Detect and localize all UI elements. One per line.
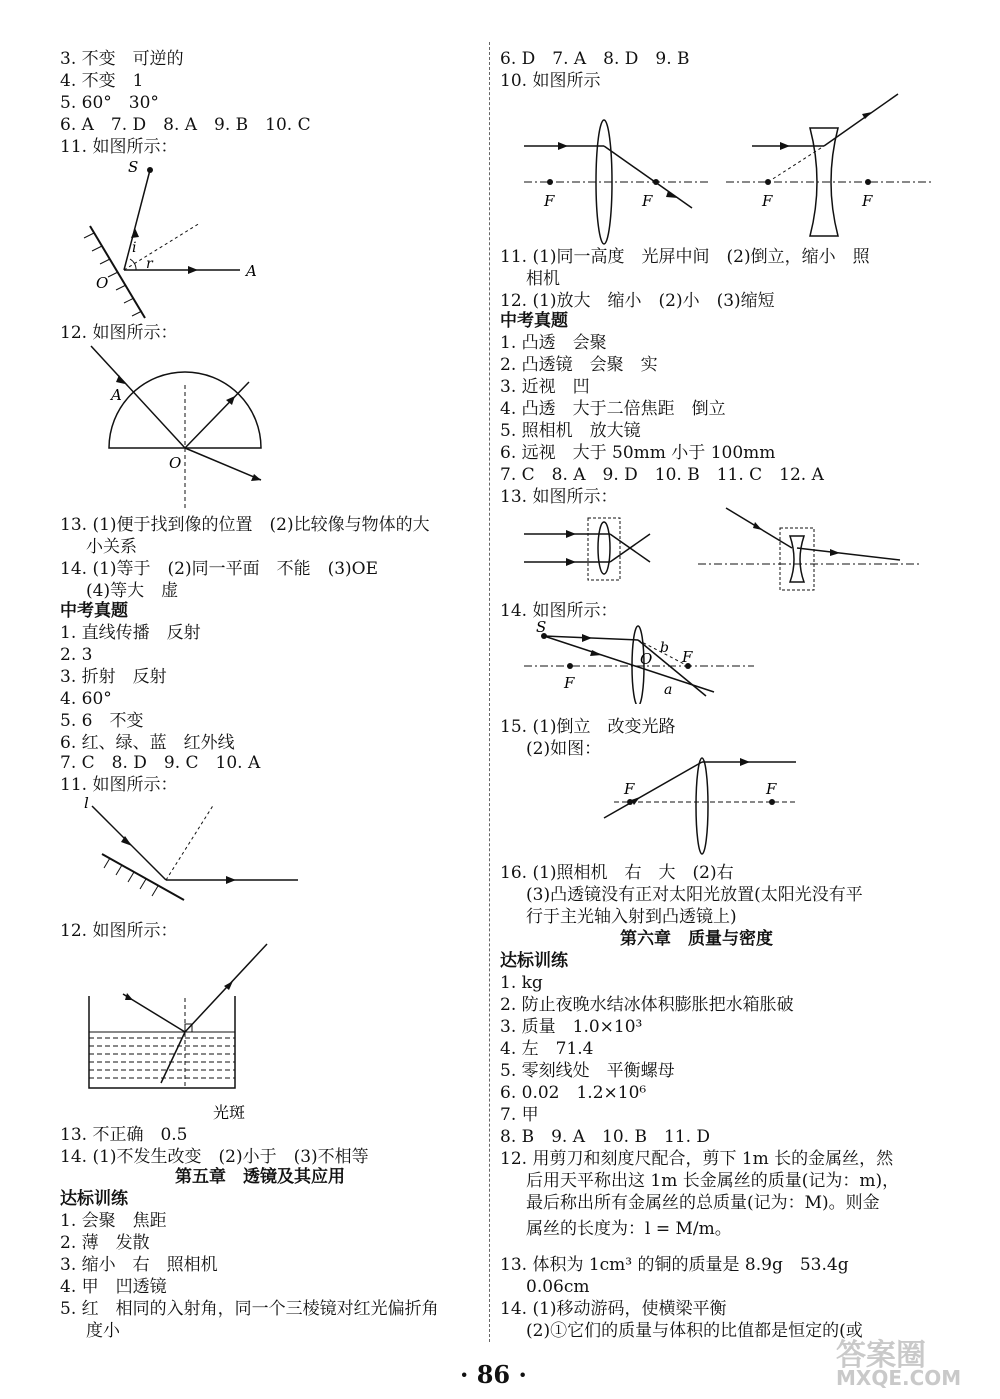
answer-line: 4. 凸透 大于二倍焦距 倒立 bbox=[500, 399, 726, 419]
label-light-spot: 光斑 bbox=[213, 1103, 246, 1122]
label-F: F bbox=[564, 674, 575, 692]
answer-line: 14. (1)移动游码，使横梁平衡 bbox=[500, 1299, 727, 1319]
answer-line: 11. 如图所示： bbox=[60, 775, 178, 795]
answer-line: 16. (1)照相机 右 大 (2)右 bbox=[500, 863, 734, 883]
answer-line: 5. 红 相同的入射角，同一个三棱镜对红光偏折角 bbox=[60, 1299, 439, 1319]
answer-line: 1. 会聚 焦距 bbox=[60, 1211, 167, 1231]
label-O: O bbox=[169, 454, 182, 472]
answer-line: 13. 体积为 1cm³ 的铜的质量是 8.9g 53.4g bbox=[500, 1255, 849, 1275]
answer-line: 2. 防止夜晚水结冰体积膨胀把水箱胀破 bbox=[500, 995, 794, 1015]
answer-line: 6. 远视 大于 50mm 小于 100mm bbox=[500, 443, 776, 463]
answer-line: 3. 近视 凹 bbox=[500, 377, 590, 397]
answer-line: 11. 如图所示： bbox=[60, 137, 178, 157]
label-F: F bbox=[862, 192, 873, 210]
watermark-logo: 答案圈 bbox=[836, 1338, 926, 1373]
answer-line: 度小 bbox=[86, 1321, 120, 1341]
label-i: i bbox=[132, 240, 137, 256]
label-A: A bbox=[111, 386, 122, 404]
answer-line: 7. C 8. D 9. C 10. A bbox=[60, 753, 261, 773]
answer-line: 3. 缩小 右 照相机 bbox=[60, 1255, 218, 1275]
label-F: F bbox=[762, 192, 773, 210]
label-F: F bbox=[766, 780, 777, 798]
answer-line: 4. 甲 凹透镜 bbox=[60, 1277, 167, 1297]
label-F: F bbox=[624, 780, 635, 798]
label-A: A bbox=[246, 262, 257, 280]
answer-line: 13. (1)便于找到像的位置 (2)比较像与物体的大 bbox=[60, 515, 430, 535]
reflection-figure-2 bbox=[80, 792, 310, 902]
answer-line: 6. 0.02 1.2×10⁶ bbox=[500, 1083, 647, 1103]
answer-line: 7. C 8. A 9. D 10. B 11. C 12. A bbox=[500, 465, 824, 485]
answer-line: 3. 质量 1.0×10³ bbox=[500, 1017, 643, 1037]
answer-line: 0.06cm bbox=[526, 1277, 590, 1297]
label-r: r bbox=[146, 256, 153, 272]
answer-line: 2. 凸透镜 会聚 实 bbox=[500, 355, 658, 375]
answer-line: 5. 零刻线处 平衡螺母 bbox=[500, 1061, 675, 1081]
answer-line: 相机 bbox=[526, 269, 560, 289]
answer-line: (4)等大 虚 bbox=[86, 581, 179, 601]
answer-line: 14. (1)等于 (2)同一平面 不能 (3)OE bbox=[60, 559, 379, 579]
section-heading: 中考真题 bbox=[500, 311, 568, 331]
column-divider bbox=[489, 42, 491, 1342]
lens-figure-10 bbox=[520, 90, 960, 250]
answer-line: 13. 不正确 0.5 bbox=[60, 1125, 188, 1145]
section-heading: 达标训练 bbox=[60, 1189, 128, 1209]
answer-line: 2. 薄 发散 bbox=[60, 1233, 150, 1253]
answer-line: 2. 3 bbox=[60, 645, 93, 665]
answer-line: 12. 如图所示： bbox=[60, 921, 178, 941]
lens-figure-15 bbox=[600, 756, 800, 860]
label-S: S bbox=[536, 618, 547, 636]
answer-line: 4. 60° bbox=[60, 689, 112, 709]
lens-figure-13 bbox=[520, 504, 960, 598]
answer-line: 最后称出所有金属丝的总质量(记为：M)。则金 bbox=[526, 1193, 880, 1213]
page-number: · 86 · bbox=[460, 1360, 527, 1389]
answer-line: (2)如图： bbox=[526, 739, 602, 759]
chapter-title: 第六章 质量与密度 bbox=[620, 929, 773, 949]
answer-line: 4. 不变 1 bbox=[60, 71, 144, 91]
water-container-figure bbox=[85, 938, 315, 1128]
answer-line: 行于主光轴入射到凸透镜上) bbox=[526, 907, 737, 927]
answer-line: 3. 折射 反射 bbox=[60, 667, 167, 687]
label-O: O bbox=[96, 274, 109, 292]
answer-line: 12. 用剪刀和刻度尺配合，剪下 1m 长的金属丝，然 bbox=[500, 1149, 894, 1169]
answer-line: 后用天平称出这 1m 长金属丝的质量(记为：m)， bbox=[526, 1171, 900, 1191]
answer-line: 5. 60° 30° bbox=[60, 93, 159, 113]
answer-line: (2)①它们的质量与体积的比值都是恒定的(或 bbox=[526, 1321, 863, 1341]
answer-line: 14. 如图所示： bbox=[500, 601, 618, 621]
answer-line: 13. 如图所示： bbox=[500, 487, 618, 507]
answer-line: 14. (1)不发生改变 (2)小于 (3)不相等 bbox=[60, 1147, 369, 1167]
label-F: F bbox=[642, 192, 653, 210]
answer-line: 12. 如图所示： bbox=[60, 323, 178, 343]
answer-line: 6. A 7. D 8. A 9. B 10. C bbox=[60, 115, 311, 135]
label-O: O bbox=[640, 650, 653, 668]
answer-line: 11. (1)同一高度 光屏中间 (2)倒立，缩小 照 bbox=[500, 247, 870, 267]
answer-line: 10. 如图所示 bbox=[500, 71, 601, 91]
label-l: l bbox=[84, 794, 89, 812]
answer-line: 5. 6 不变 bbox=[60, 711, 144, 731]
label-S: S bbox=[128, 158, 139, 176]
answer-line: 5. 照相机 放大镜 bbox=[500, 421, 641, 441]
answer-line: 属丝的长度为：l = M/m。 bbox=[526, 1219, 732, 1239]
lens-figure-14 bbox=[520, 618, 760, 704]
answer-line: 6. 红、绿、蓝 红外线 bbox=[60, 733, 235, 753]
section-heading: 中考真题 bbox=[60, 601, 128, 621]
answer-line: 1. 凸透 会聚 bbox=[500, 333, 607, 353]
chapter-title: 第五章 透镜及其应用 bbox=[175, 1167, 345, 1187]
watermark-url: MXQE.COM bbox=[836, 1366, 962, 1390]
answer-line: 6. D 7. A 8. D 9. B bbox=[500, 49, 690, 69]
answer-line: 1. 直线传播 反射 bbox=[60, 623, 201, 643]
label-b: b bbox=[660, 640, 669, 656]
reflection-figure-1 bbox=[80, 158, 280, 320]
answer-line: 小关系 bbox=[86, 537, 137, 557]
label-a: a bbox=[664, 682, 673, 698]
answer-line: 8. B 9. A 10. B 11. D bbox=[500, 1127, 711, 1147]
answer-line: 7. 甲 bbox=[500, 1105, 539, 1125]
answer-line: (3)凸透镜没有正对太阳光放置(太阳光没有平 bbox=[526, 885, 863, 905]
section-heading: 达标训练 bbox=[500, 951, 568, 971]
answer-line: 4. 左 71.4 bbox=[500, 1039, 594, 1059]
answer-line: 15. (1)倒立 改变光路 bbox=[500, 717, 676, 737]
answer-line: 3. 不变 可逆的 bbox=[60, 49, 184, 69]
label-F: F bbox=[682, 648, 693, 666]
semicircle-figure bbox=[85, 340, 285, 510]
answer-line: 1. kg bbox=[500, 973, 543, 993]
label-F: F bbox=[544, 192, 555, 210]
answer-line: 12. (1)放大 缩小 (2)小 (3)缩短 bbox=[500, 291, 775, 311]
